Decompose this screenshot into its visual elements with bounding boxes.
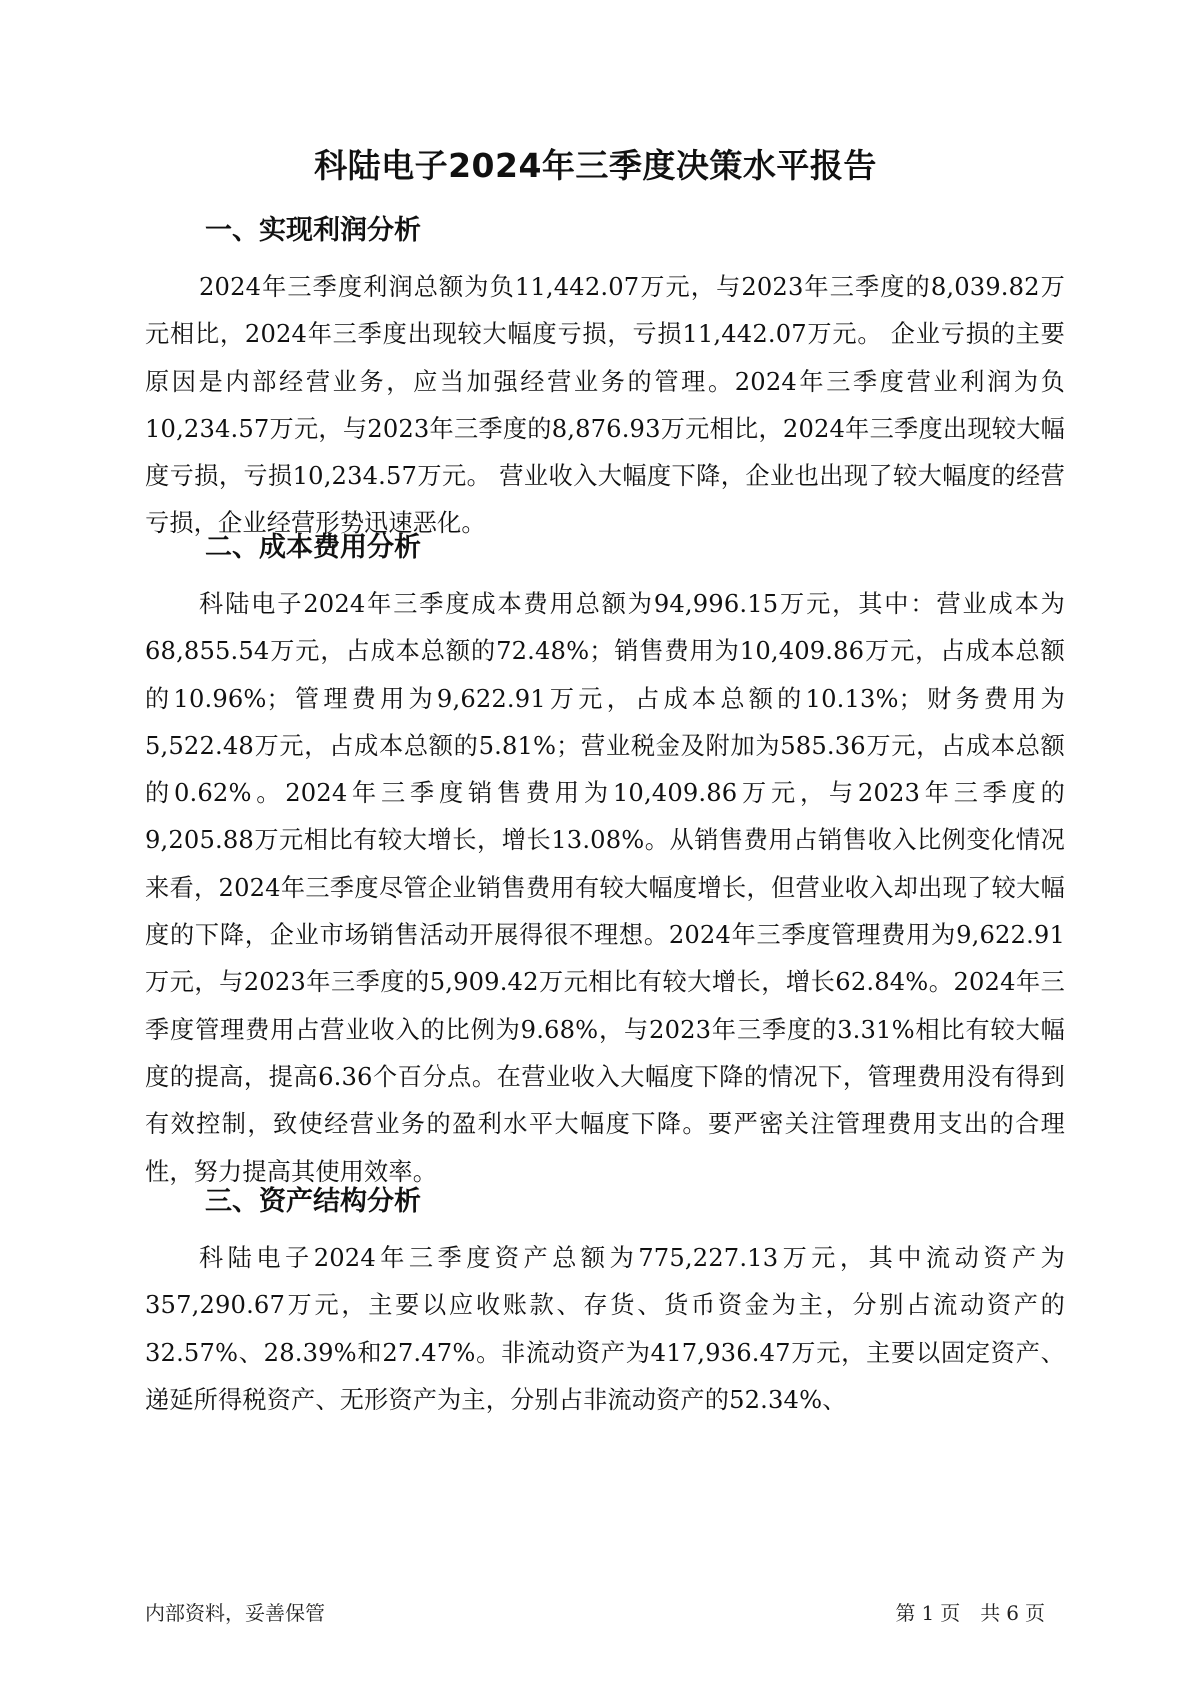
document-title: 科陆电子2024年三季度决策水平报告 (314, 146, 877, 185)
section-heading: 二、成本费用分析 (205, 532, 421, 563)
page-unit: 页 (940, 1601, 961, 1625)
section-heading: 一、实现利润分析 (205, 215, 421, 246)
section-paragraph: 科陆电子2024年三季度成本费用总额为94,996.15万元，其中：营业成本为68,855.54万元，占成本总额的72.48%；销售费用为10,409.86万元，占成本总额的10.96%；管理费用为9,622.91万元，占成本总额的10.13%；财务费用为5,522.48万元，占成本总额的5.81%；营业税金及附加为585.36万元，占成本总额的0.62%。2024年三季度销售费用为10,409.86万元，与2023年三季度的9,205.88万元相比有较大增长，增长13.08%。从销售费用占销售收入比例变化情况来看，2024年三季度尽管企业销售费用有较大幅度增长，但营业收入却出现了较大幅度的下降，企业市场销售活动开展得很不理想。2024年三季度管理费用为9,622.91万元，与2023年三季度的5,909.42万元相比有较大增长，增长62.84%。2024年三季度管理费用占营业收入的比例为9.68%，与2023年三季度的3.31%相比有较大幅度的提高，提高6.36个百分点。在营业收入大幅度下降的情况下，管理费用没有得到有效控制，致使经营业务的盈利水平大幅度下降。要严密关注管理费用支出的合理性，努力提高其使用效率。 (145, 590, 1065, 1186)
footer-confidential-note: 内部资料，妥善保管 (145, 1601, 325, 1625)
total-prefix: 共 (980, 1601, 1001, 1625)
page-number: 1 (921, 1601, 935, 1625)
page-footer (145, 1598, 1045, 1628)
section-paragraph: 科陆电子2024年三季度资产总额为775,227.13万元，其中流动资产为357,290.67万元，主要以应收账款、存货、货币资金为主，分别占流动资产的32.57%、28.39%和27.47%。非流动资产为417,936.47万元，主要以固定资产、递延所得税资产、无形资产为主，分别占非流动资产的52.34%、 (145, 1244, 1065, 1414)
section-paragraph: 2024年三季度利润总额为负11,442.07万元，与2023年三季度的8,039.82万元相比，2024年三季度出现较大幅度亏损，亏损11,442.07万元。 企业亏损的主要原因是内部经营业务，应当加强经营业务的管理。2024年三季度营业利润为负10,234.57万元，与2023年三季度的8,876.93万元相比，2024年三季度出现较大幅度亏损，亏损10,234.57万元。 营业收入大幅度下降，企业也出现了较大幅度的经营亏损，企业经营形势迅速恶化。 (145, 273, 1065, 538)
total-pages: 6 (1006, 1601, 1019, 1625)
total-unit: 页 (1025, 1601, 1045, 1625)
page-prefix: 第 (895, 1601, 916, 1625)
footer-page-indicator (896, 1598, 1045, 1628)
section-heading: 三、资产结构分析 (205, 1186, 421, 1217)
